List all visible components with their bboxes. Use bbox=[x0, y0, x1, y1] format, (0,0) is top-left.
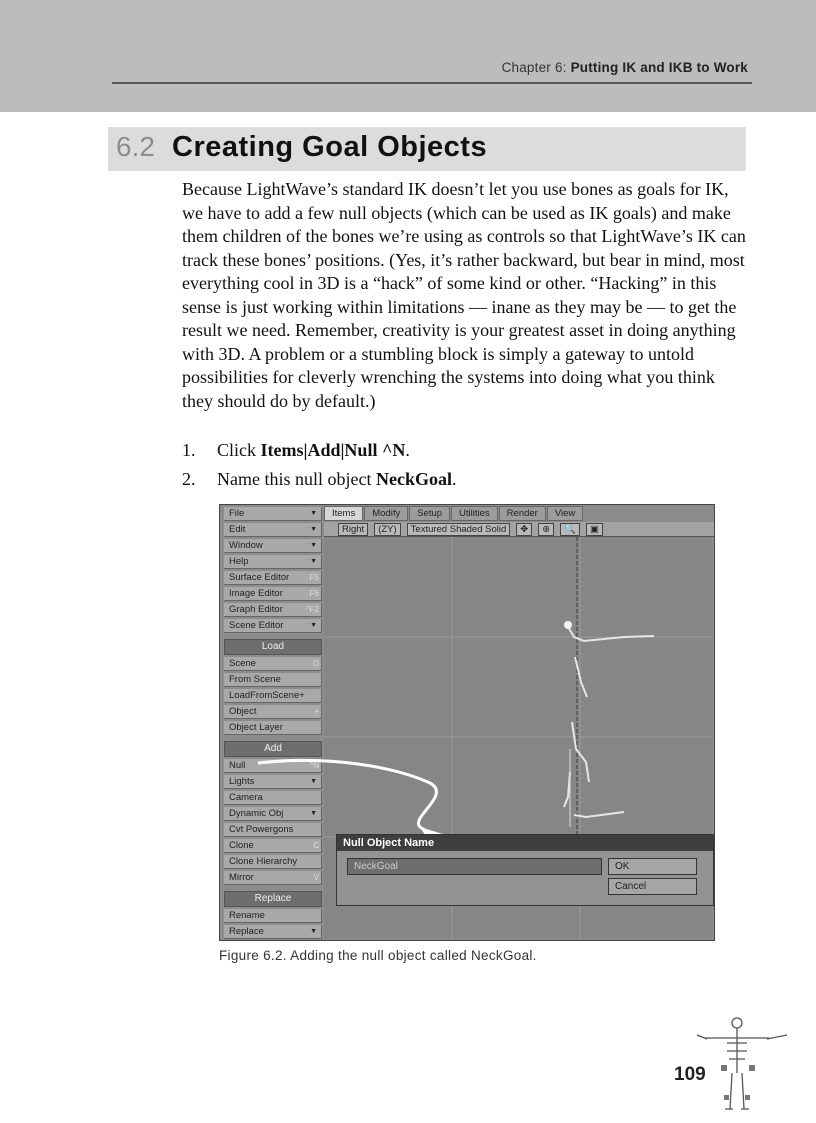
menu-help[interactable]: Help ▼ bbox=[224, 555, 322, 569]
axis-select[interactable]: (ZY) bbox=[374, 523, 400, 536]
menu-file[interactable]: File ▼ bbox=[224, 507, 322, 521]
section-number: 6.2 bbox=[116, 131, 155, 162]
lightwave-screenshot bbox=[219, 504, 715, 941]
menu-scene-editor[interactable]: Scene Editor ▼ bbox=[224, 619, 322, 633]
step-number: 2. bbox=[182, 469, 196, 489]
menu-from-scene[interactable]: From Scene bbox=[224, 673, 322, 687]
menu-object-layer[interactable]: Object Layer bbox=[224, 721, 322, 735]
menu-graph-editor[interactable]: Graph Editor ^F2 bbox=[224, 603, 322, 617]
menu-replace[interactable]: Replace ▼ bbox=[224, 925, 322, 939]
section-title: Creating Goal Objects bbox=[172, 131, 488, 163]
rotate-icon[interactable]: ⊕ bbox=[538, 523, 554, 536]
menu-load-from-scene[interactable]: LoadFromScene+ bbox=[224, 689, 322, 703]
page-number: 109 bbox=[674, 1064, 706, 1085]
chapter-title: Putting IK and IKB to Work bbox=[570, 60, 748, 75]
tab-view[interactable]: View bbox=[547, 506, 583, 521]
maximize-icon[interactable]: ▣ bbox=[586, 523, 603, 536]
tab-utilities[interactable]: Utilities bbox=[451, 506, 498, 521]
menu-null[interactable]: Null ^N bbox=[224, 759, 322, 773]
body-paragraph: Because LightWave’s standard IK doesn’t let you use bones as goals for IK, we have to add a few null objects (which can be used as IK goals) and make them children of the bones we’re using as controls so that LightWave’s IK can track these bones’ positions. (Yes, it’s rather backward, but bear in mind, most everything cool in 3D is a “hack” of some kind or other. “Hacking” in this sense is just working within limitations — inane as they may be — to get the result we need. Remember, creativity is your greatest asset in doing anything with 3D. A problem or a stumbling block is simply a gateway to untold possibilities for cleverly wrenching the systems into doing what you think they should do by default.) bbox=[182, 179, 746, 411]
menu-rename[interactable]: Rename bbox=[224, 909, 322, 923]
header-band bbox=[0, 0, 816, 112]
step-text: Click Items|Add|Null ^N. bbox=[217, 440, 410, 460]
null-object-name-dialog bbox=[336, 834, 714, 906]
load-header: Load bbox=[224, 639, 322, 655]
chapter-heading bbox=[502, 60, 748, 75]
replace-header: Replace bbox=[224, 891, 322, 907]
cancel-button[interactable]: Cancel bbox=[608, 878, 697, 895]
null-name-input[interactable]: NeckGoal bbox=[347, 858, 602, 875]
view-select[interactable]: Right bbox=[338, 523, 368, 536]
step-item bbox=[182, 440, 748, 461]
figure-caption: Figure 6.2. Adding the null object called NeckGoal. bbox=[219, 948, 537, 963]
header-rule bbox=[112, 82, 752, 84]
steps-list bbox=[182, 440, 748, 498]
menu-dynamic-obj[interactable]: Dynamic Obj ▼ bbox=[224, 807, 322, 821]
skeleton-figure-icon bbox=[697, 1013, 807, 1115]
menu-edit[interactable]: Edit ▼ bbox=[224, 523, 322, 537]
step-text: Name this null object NeckGoal. bbox=[217, 469, 457, 489]
step-item bbox=[182, 469, 748, 490]
menu-window[interactable]: Window ▼ bbox=[224, 539, 322, 553]
chapter-prefix: Chapter 6: bbox=[501, 60, 571, 75]
ok-button[interactable]: OK bbox=[608, 858, 697, 875]
menu-camera[interactable]: Camera bbox=[224, 791, 322, 805]
menu-image-editor[interactable]: Image Editor F6 bbox=[224, 587, 322, 601]
move-icon[interactable]: ✥ bbox=[516, 523, 532, 536]
menu-surface-editor[interactable]: Surface Editor F5 bbox=[224, 571, 322, 585]
render-mode-select[interactable]: Textured Shaded Solid bbox=[407, 523, 511, 536]
tab-render[interactable]: Render bbox=[499, 506, 546, 521]
add-header: Add bbox=[224, 741, 322, 757]
dialog-title: Null Object Name bbox=[337, 835, 713, 851]
tab-setup[interactable]: Setup bbox=[409, 506, 450, 521]
tab-modify[interactable]: Modify bbox=[364, 506, 408, 521]
menu-clone-hierarchy[interactable]: Clone Hierarchy bbox=[224, 855, 322, 869]
menu-clone[interactable]: Clone C bbox=[224, 839, 322, 853]
menu-cvt-powergons[interactable]: Cvt Powergons bbox=[224, 823, 322, 837]
zoom-icon[interactable]: 🔍 bbox=[560, 523, 580, 536]
step-number: 1. bbox=[182, 440, 196, 460]
menu-object[interactable]: Object + bbox=[224, 705, 322, 719]
menu-scene[interactable]: Scene O bbox=[224, 657, 322, 671]
menu-mirror[interactable]: Mirror V bbox=[224, 871, 322, 885]
menu-lights[interactable]: Lights ▼ bbox=[224, 775, 322, 789]
tab-items[interactable]: Items bbox=[324, 506, 363, 521]
